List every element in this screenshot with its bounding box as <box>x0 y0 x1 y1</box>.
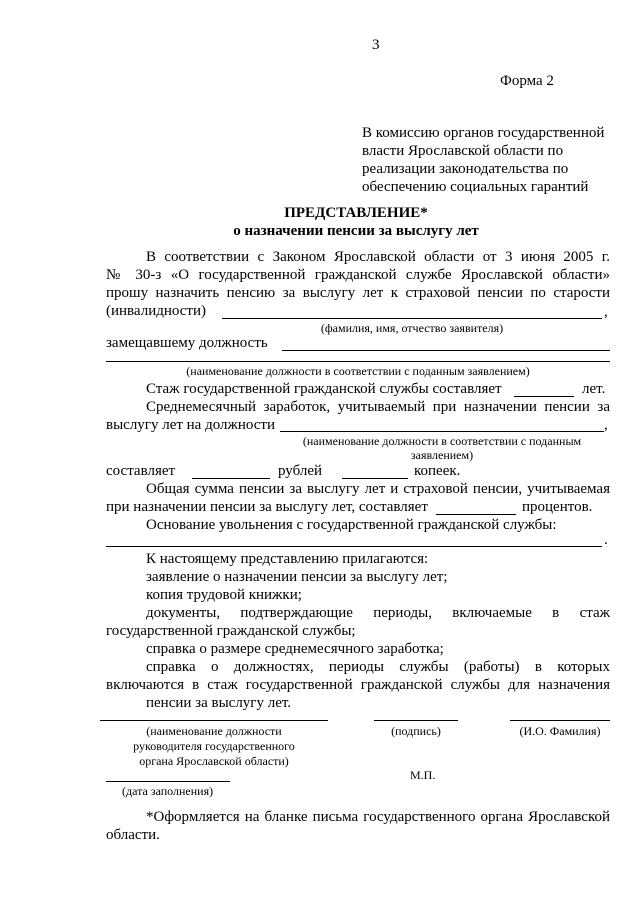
intro-line: № 30-з «О государственной гражданской службе Ярославской области» <box>106 267 610 283</box>
amount-label: составляет <box>106 463 176 479</box>
experience-years-line <box>514 396 574 397</box>
document-subtitle: о назначении пенсии за выслугу лет <box>233 223 479 239</box>
hint-signer-name: (И.О. Фамилия) <box>519 724 601 738</box>
hint-position: (наименование должности в соответствии с поданным заявлением) <box>186 364 530 378</box>
earnings-line: выслугу лет на должности <box>106 417 276 433</box>
attachment-item: справка о должностях, периоды службы (работы) в которых <box>146 659 610 675</box>
dismissal-text: Основание увольнения с государственной гражданской службы: <box>146 517 557 533</box>
attachment-item: копия трудовой книжки; <box>146 587 302 603</box>
attachments-title: К настоящему представлению прилагаются: <box>146 551 429 567</box>
position-line <box>282 350 610 351</box>
attachment-item: документы, подтверждающие периоды, включаемые в стаж <box>146 605 610 621</box>
position-label: замещавшему должность <box>106 335 268 351</box>
addressee-line: власти Ярославской области по <box>362 143 564 159</box>
hint-date: (дата заполнения) <box>122 784 214 798</box>
kopecks-label: копеек. <box>414 463 461 479</box>
footnote-line: области. <box>106 827 160 843</box>
applicant-name-line <box>222 318 602 319</box>
intro-line: (инвалидности) <box>106 303 207 319</box>
addressee-line: обеспечению социальных гарантий <box>362 179 589 195</box>
total-line: при назначении пенсии за выслугу лет, составляет <box>106 499 428 515</box>
signature-line <box>374 720 458 721</box>
hint-earnings-position: заявлением) <box>410 448 474 462</box>
total-line: Общая сумма пенсии за выслугу лет и страховой пенсии, учитываемая <box>146 481 610 497</box>
comma: , <box>604 417 608 433</box>
experience-text: Стаж государственной гражданской службы составляет <box>146 381 502 397</box>
attachment-item: справка о размере среднемесячного заработка; <box>146 641 444 657</box>
addressee-line: реализации законодательства по <box>362 161 569 177</box>
period: . <box>604 532 608 548</box>
hint-applicant-name: (фамилия, имя, отчество заявителя) <box>320 321 504 335</box>
date-line <box>106 781 230 782</box>
comma: , <box>604 304 608 320</box>
hint-signer-position: органа Ярославской области) <box>139 754 289 768</box>
earnings-position-line <box>280 431 604 432</box>
hint-signer-position: руководителя государственного <box>133 739 295 753</box>
kopecks-line <box>342 478 408 479</box>
rubles-line <box>192 478 270 479</box>
footnote-line: *Оформляется на бланке письма государственного органа Ярославской <box>146 809 610 825</box>
experience-unit: лет. <box>582 381 606 397</box>
hint-signature: (подпись) <box>391 724 441 738</box>
signature-position-line <box>100 720 328 721</box>
stamp-place: М.П. <box>410 768 436 782</box>
intro-line: прошу назначить пенсию за выслугу лет к страховой пенсии по старости <box>106 285 610 301</box>
earnings-line: Среднемесячный заработок, учитываемый при назначении пенсии за <box>146 399 610 415</box>
attachment-item: включаются в стаж государственной гражданской службы для назначения <box>106 677 610 693</box>
attachment-item: государственной гражданской службы; <box>106 623 356 639</box>
position-line-2 <box>106 361 610 362</box>
document-title: ПРЕДСТАВЛЕНИЕ* <box>284 205 428 221</box>
percent-line <box>436 514 516 515</box>
percent-label: процентов. <box>522 499 593 515</box>
signature-name-line <box>510 720 610 721</box>
rubles-label: рублей <box>278 463 323 479</box>
form-label: Форма 2 <box>500 73 554 89</box>
dismissal-line <box>106 546 602 547</box>
hint-earnings-position: (наименование должности в соответствии с поданным <box>302 434 582 448</box>
page-number: 3 <box>372 37 380 53</box>
addressee-line: В комиссию органов государственной <box>362 125 605 141</box>
hint-signer-position: (наименование должности <box>146 724 282 738</box>
attachment-item: заявление о назначении пенсии за выслугу лет; <box>146 569 448 585</box>
attachment-item: пенсии за выслугу лет. <box>146 695 292 711</box>
intro-line: В соответствии с Законом Ярославской области от 3 июня 2005 г. <box>146 249 610 265</box>
